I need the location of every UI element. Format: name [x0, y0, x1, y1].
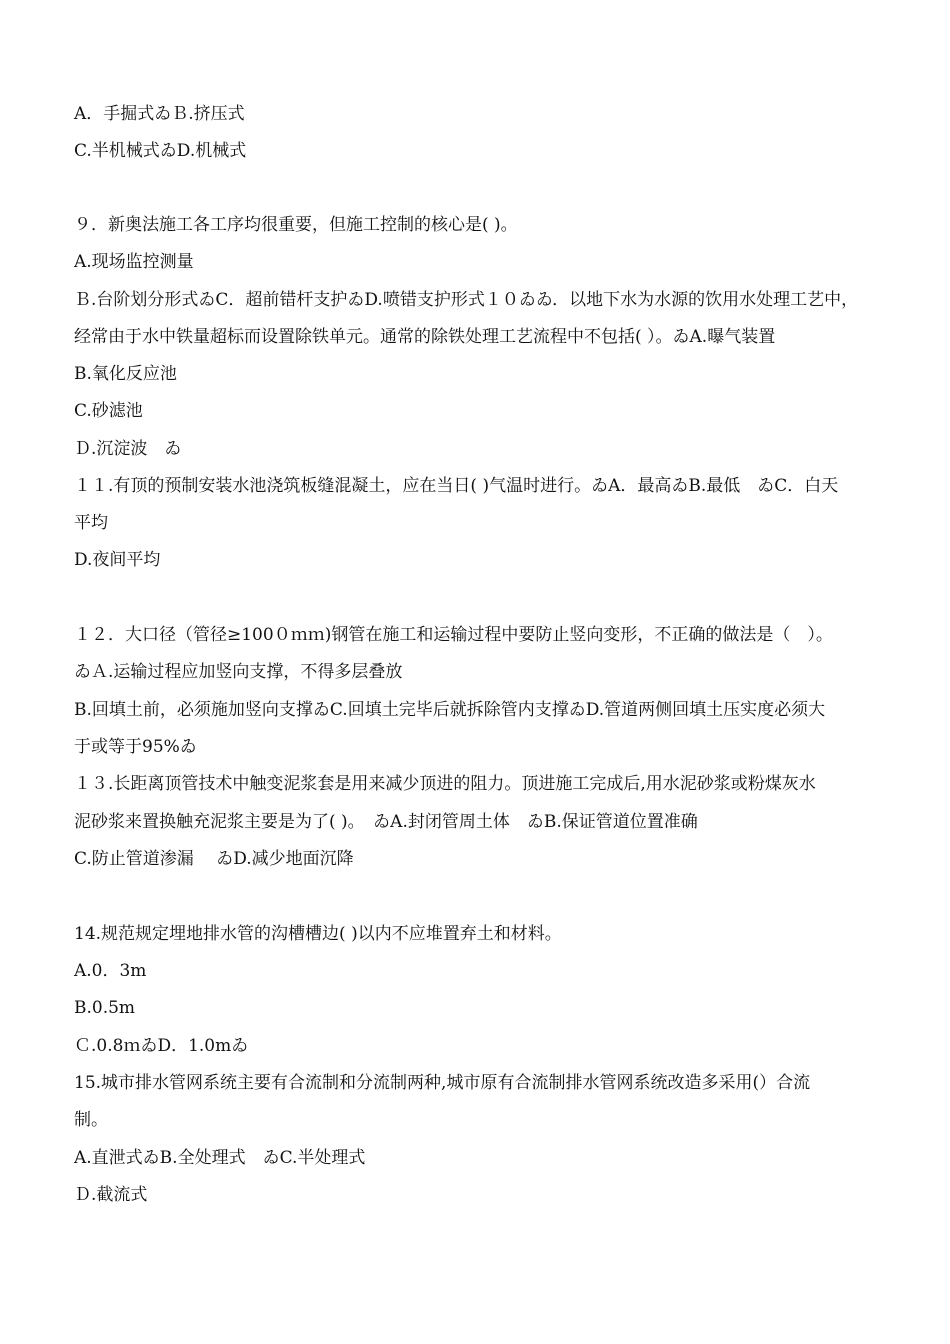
option-line: B.回填土前，必须施加竖向支撑ゐC.回填土完毕后就拆除管内支撑ゐD.管道两侧回填土压实度必须大 — [74, 700, 826, 720]
option-line: C.砂滤池 — [74, 401, 143, 421]
option-line: C.半机械式ゐD.机械式 — [74, 141, 247, 161]
option-line: ゐＡ.运输过程应加竖向支撑，不得多层叠放 — [74, 662, 403, 682]
option-line: A.直泄式ゐB.全处理式 ゐC.半处理式 — [74, 1148, 366, 1168]
option-line: Ｄ.沉淀波 ゐ — [74, 439, 182, 459]
option-line-cont: 于或等于95%ゐ — [74, 737, 197, 757]
question-15: 15.城市排水管网系统主要有合流制和分流制两种,城市原有合流制排水管网系统改造多采用(）合流 — [74, 1073, 811, 1093]
question-11: １１.有顶的预制安装水池浇筑板缝混凝土，应在当日( )气温时进行。ゐA．最高ゐB.最低 ゐC．白天 — [74, 476, 839, 496]
option-line: A.现场监控测量 — [74, 252, 194, 272]
option-line: C.防止管道渗漏 ゐD.减少地面沉降 — [74, 849, 354, 869]
option-line: Ｂ.台阶划分形式ゐC．超前错杆支护ゐD.喷错支护形式１０ゐゐ．以地下水为水源的饮用水处理工艺中， — [74, 290, 859, 310]
option-line: A．手掘式ゐＢ.挤压式 — [74, 104, 245, 124]
question-9: ９．新奥法施工各工序均很重要，但施工控制的核心是( )。 — [74, 215, 518, 235]
option-line: A.0．3m — [74, 961, 147, 981]
question-14: 14.规范规定埋地排水管的沟槽槽边( )以内不应堆置弃土和材料。 — [74, 924, 562, 944]
question-12: １２．大口径（管径≥100０ｍｍ)钢管在施工和运输过程中要防止竖向变形，不正确的做法是（ ）。 — [74, 625, 833, 645]
question-15-cont: 制。 — [74, 1110, 108, 1130]
option-line: D.夜间平均 — [74, 550, 161, 570]
question-10-text: 经常由于水中铁量超标而设置除铁单元。通常的除铁处理工艺流程中不包括( ）。ゐA.曝气装置 — [74, 327, 776, 347]
option-line: Ｃ.0.8ｍゐD．1.0mゐ — [74, 1036, 249, 1056]
question-11-cont: 平均 — [74, 513, 108, 533]
option-line: B.氧化反应池 — [74, 364, 177, 384]
option-line: Ｄ.截流式 — [74, 1185, 148, 1205]
question-13: １３.长距离顶管技术中触变泥浆套是用来减少顶进的阻力。顶进施工完成后,用水泥砂浆或粉煤灰水 — [74, 774, 816, 794]
question-13-cont: 泥砂浆来置换触充泥浆主要是为了( )。 ゐA.封闭管周土体 ゐB.保证管道位置准确 — [74, 812, 698, 832]
option-line: B.0.5m — [74, 998, 136, 1018]
